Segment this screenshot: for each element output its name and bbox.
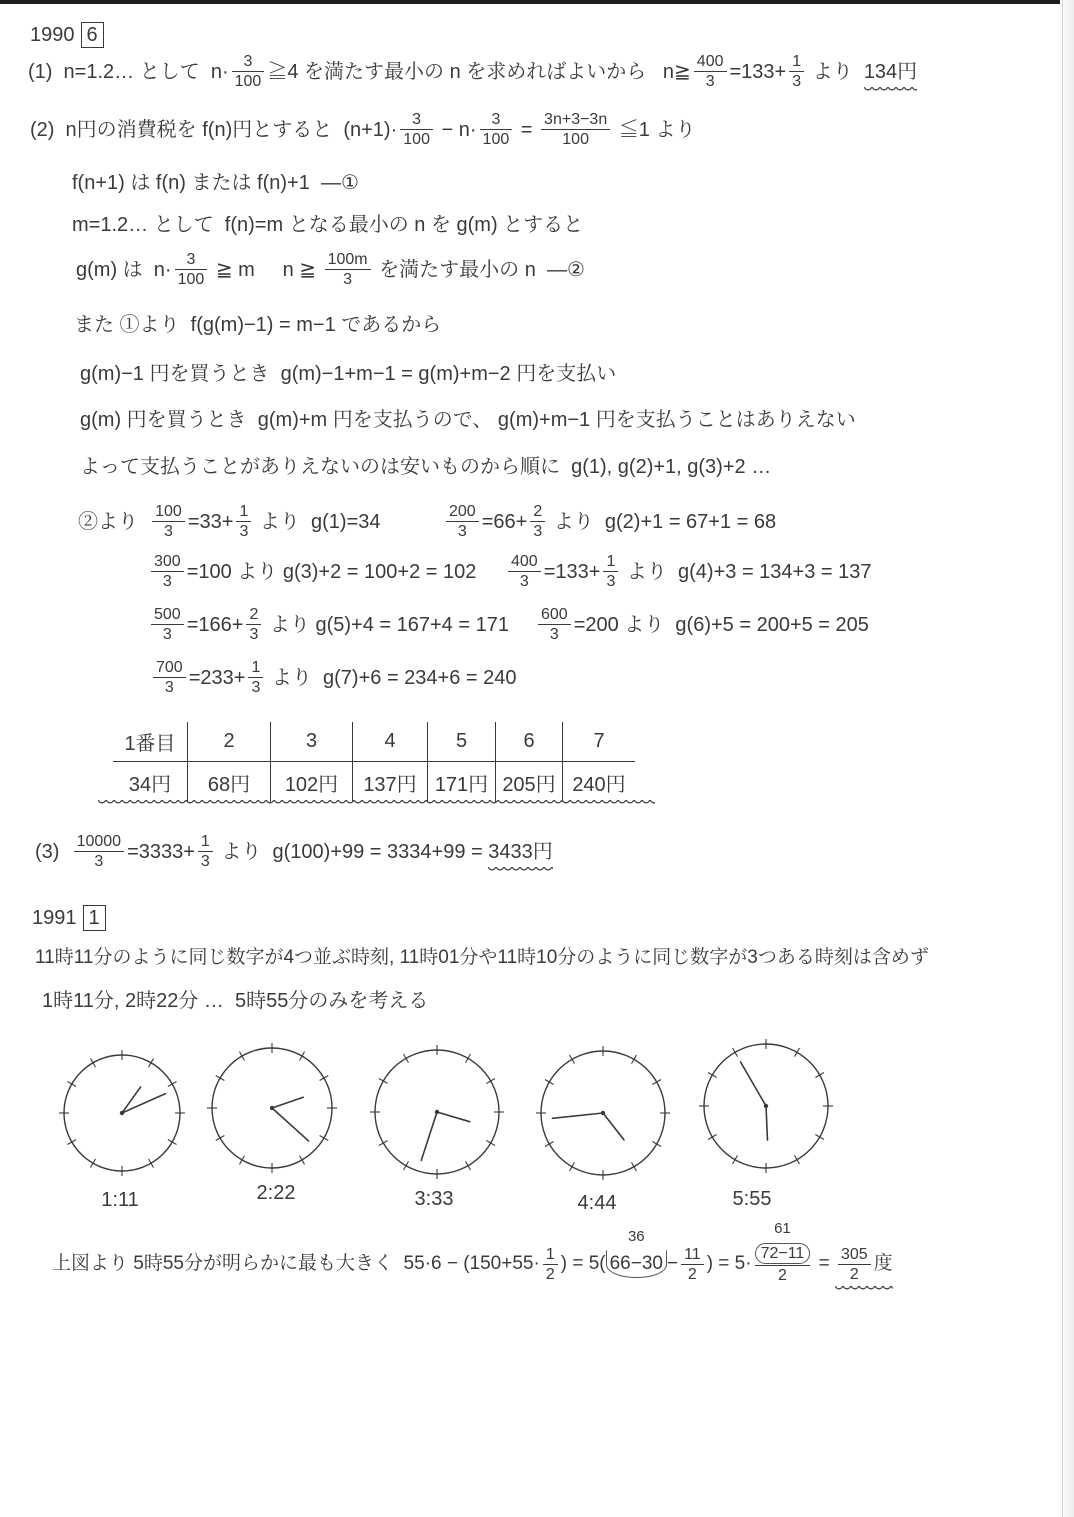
- table-value-cell: 205円: [495, 762, 562, 802]
- fraction: [755, 1220, 811, 1285]
- clock-tick: [708, 1135, 717, 1140]
- clock-tick: [466, 1161, 471, 1170]
- condition-text: [35, 945, 929, 971]
- clock-tick: [733, 1048, 738, 1057]
- table-value-cell: 240円: [562, 762, 635, 802]
- buy-g-minus-1: [80, 361, 616, 387]
- clock-tick: [795, 1155, 800, 1164]
- clock-tick: [67, 1140, 76, 1145]
- text-run: よって支払うことがありえないのは安いものから順に g(1), g(2)+1, g(3)+2 …: [80, 456, 772, 478]
- clock-tick: [404, 1161, 409, 1170]
- text-run: 11時11分のように同じ数字が4つ並ぶ時刻, 11時01分や11時10分のように同じ数字が3つある時刻は含めず: [35, 947, 929, 968]
- clock-tick: [545, 1142, 554, 1147]
- part-2-intro: [30, 110, 695, 149]
- clock-tick: [570, 1055, 575, 1064]
- fraction: [198, 832, 213, 871]
- clock-label: 4:44: [577, 1192, 617, 1214]
- fraction-denominator: 100: [175, 269, 208, 289]
- fraction-numerator: 1: [606, 553, 616, 570]
- fraction-numerator: 3: [243, 53, 253, 70]
- text-run: ≧4 を満たす最小の n を求めればよいから n≧: [267, 60, 691, 83]
- text-run: =100 より g(3)+2 = 100+2 = 102: [186, 560, 477, 583]
- fraction: [151, 552, 184, 591]
- clock-tick: [216, 1076, 225, 1081]
- fraction: [152, 502, 185, 541]
- fraction-numerator: 1: [239, 503, 249, 520]
- expression-group: [835, 1245, 893, 1284]
- fraction-numerator: 1: [545, 1245, 555, 1263]
- fraction: [248, 658, 263, 697]
- clock-tick: [733, 1155, 738, 1164]
- from-statement-1: [74, 312, 441, 338]
- clock-center: [435, 1110, 439, 1114]
- text-run: 134円: [863, 60, 918, 83]
- text-run: g(m) 円を買うとき g(m)+m 円を支払うので、 g(m)+m−1 円を支払うことはありえない: [80, 409, 856, 431]
- clock-tick: [320, 1076, 329, 1081]
- buy-g: [80, 407, 856, 433]
- price-table: [113, 722, 635, 802]
- fraction-numerator: 1: [251, 659, 261, 676]
- fraction-denominator: 3: [248, 677, 263, 697]
- text-run: より g(1)=34: [254, 510, 381, 533]
- clock-label: 1:11: [101, 1189, 139, 1211]
- clock-hour-hand: [603, 1113, 624, 1140]
- text-run: (3): [35, 840, 71, 863]
- fraction: [232, 52, 265, 91]
- fraction: [543, 1245, 558, 1284]
- text-run: より: [807, 60, 864, 83]
- margin-note: 36: [627, 1228, 645, 1245]
- text-run: ②より: [78, 510, 150, 533]
- scan-top-edge: [0, 0, 1074, 4]
- fraction-numerator: 3: [491, 111, 501, 128]
- fraction: [325, 250, 371, 289]
- clock-diagrams: [0, 1030, 1074, 1190]
- calc-g1: [78, 502, 381, 541]
- fraction-numerator: 2: [533, 503, 543, 520]
- fraction-denominator: 3: [246, 624, 261, 644]
- text-run: を満たす最小の n —②: [373, 258, 585, 281]
- fraction-numerator: 1: [792, 53, 802, 70]
- text-run: f(n+1) は f(n) または f(n)+1 —①: [72, 172, 359, 194]
- fraction: [694, 52, 727, 91]
- statement-2: [76, 250, 585, 289]
- clock-hour-hand: [272, 1097, 303, 1108]
- text-run: ) = 5(: [560, 1253, 606, 1274]
- fraction-denominator: 3: [694, 71, 727, 91]
- text-run: =166+: [186, 613, 244, 636]
- clock-label: 2:22: [256, 1182, 296, 1204]
- clock-tick: [486, 1141, 495, 1146]
- scan-right-edge: [1062, 0, 1063, 1517]
- calc-g5: [148, 605, 509, 644]
- text-run: 3433円: [488, 840, 553, 863]
- fraction: [508, 552, 541, 591]
- table-value-cell: 171円: [427, 762, 495, 802]
- clock-hour-hand: [437, 1112, 470, 1122]
- text-run: −: [666, 1253, 679, 1274]
- fraction-denominator: 3: [151, 571, 184, 591]
- fraction-denominator: 2: [838, 1264, 871, 1284]
- fraction: [74, 832, 125, 871]
- clock: [207, 1043, 337, 1173]
- clock-tick: [632, 1055, 637, 1064]
- fraction: [603, 552, 618, 591]
- fraction: [446, 502, 479, 541]
- calc-g4: [505, 552, 872, 591]
- clock-tick: [379, 1141, 388, 1146]
- table-value-cell: 102円: [270, 762, 352, 802]
- text-run: より g(100)+99 = 3334+99 =: [215, 840, 489, 863]
- clock-tick: [67, 1082, 76, 1087]
- fraction: [175, 250, 208, 289]
- part-1-solution: [28, 52, 917, 91]
- fraction-numerator: 400: [511, 553, 538, 570]
- clock-tick: [168, 1140, 177, 1145]
- fraction-numerator: 3: [412, 111, 422, 128]
- text-run: =3333+: [127, 840, 195, 863]
- fraction-numerator: 500: [154, 606, 181, 623]
- text-run: (1) n=1.2… として n·: [28, 60, 229, 83]
- fraction: [681, 1245, 704, 1284]
- heading-1991-problem-1: [32, 905, 106, 931]
- fraction-denominator: 3: [198, 851, 213, 871]
- fraction-numerator: 100m: [327, 251, 368, 268]
- clock: [370, 1045, 504, 1179]
- clock: [699, 1039, 833, 1173]
- text-run: m=1.2… として f(n)=m となる最小の n を g(m) とすると: [72, 214, 584, 236]
- fraction-numerator: 3n+3−3n: [544, 111, 608, 128]
- clock-tick: [486, 1079, 495, 1084]
- fraction-numerator: 305: [840, 1245, 868, 1263]
- fraction: [400, 110, 433, 149]
- fraction-denominator: 3: [446, 521, 479, 541]
- fraction-denominator: 3: [151, 624, 184, 644]
- problem-number-box: 1: [83, 905, 106, 931]
- fraction-numerator: 2: [249, 606, 259, 623]
- fraction-denominator: 3: [236, 521, 251, 541]
- clock-tick: [168, 1082, 177, 1087]
- calc-g2: [443, 502, 776, 541]
- text-run: =: [813, 1253, 835, 1274]
- calc-g7: [150, 658, 517, 697]
- text-run: また ①より f(g(m)−1) = m−1 であるから: [74, 314, 442, 336]
- table-wavy-underline: [98, 800, 655, 805]
- fraction-denominator: 2: [755, 1265, 811, 1285]
- fraction: [838, 1245, 871, 1284]
- clock-label: 3:33: [414, 1188, 454, 1210]
- clock-minute-hand: [552, 1113, 603, 1118]
- clock-center: [120, 1111, 124, 1115]
- clock-tick: [379, 1079, 388, 1084]
- clock-minute-hand: [421, 1112, 437, 1160]
- table-header-cell: 1番目: [113, 722, 187, 762]
- text-run: − n·: [435, 118, 477, 141]
- clock-center: [270, 1106, 274, 1110]
- fraction-numerator: 600: [541, 606, 568, 623]
- clock-minute-hand: [741, 1062, 766, 1106]
- clock-tick: [708, 1073, 717, 1078]
- text-run: より g(4)+3 = 134+3 = 137: [621, 560, 872, 583]
- text-run: =: [515, 118, 539, 141]
- text-run: =200 より g(6)+5 = 200+5 = 205: [573, 613, 869, 636]
- fraction: [480, 110, 513, 149]
- clock-tick: [466, 1054, 471, 1063]
- fraction-numerator: 72−11: [755, 1243, 811, 1264]
- clock-tick: [240, 1156, 245, 1165]
- problem-number-box: 6: [81, 22, 104, 48]
- fraction-denominator: 2: [543, 1264, 558, 1284]
- fraction-numerator: 1: [200, 833, 210, 850]
- fraction-denominator: 100: [400, 129, 433, 149]
- fraction-numerator: 300: [154, 553, 181, 570]
- fraction-denominator: 100: [480, 129, 513, 149]
- text-run: より g(7)+6 = 234+6 = 240: [266, 666, 517, 689]
- fraction-numerator: 200: [449, 503, 476, 520]
- fraction: [151, 605, 184, 644]
- fraction: [789, 52, 804, 91]
- text-run: 上図より 5時55分が明らかに最も大きく 55·6 − (150+55·: [52, 1253, 540, 1274]
- clock: [536, 1046, 670, 1180]
- text-run: 1991: [32, 907, 77, 929]
- text-run: ≧ m n ≧: [210, 258, 322, 281]
- fraction: [530, 502, 545, 541]
- text-run: 度: [873, 1253, 893, 1274]
- fraction-denominator: 3: [152, 521, 185, 541]
- text-run: ≦1 より: [613, 118, 696, 141]
- clock: [59, 1050, 185, 1176]
- clock-tick: [404, 1054, 409, 1063]
- expression-text: 66−30: [609, 1253, 663, 1274]
- fraction: [538, 605, 571, 644]
- table-header-cell: 3: [270, 722, 352, 762]
- text-run: =133+: [543, 560, 601, 583]
- heading-1990-problem-6: [30, 22, 104, 48]
- clock-tick: [240, 1052, 245, 1061]
- fraction: [541, 110, 610, 149]
- fraction: [153, 658, 186, 697]
- table-value-cell: 68円: [187, 762, 270, 802]
- clock-minute-hand: [272, 1108, 309, 1141]
- fraction-numerator: 11: [684, 1245, 701, 1263]
- clock-tick: [545, 1080, 554, 1085]
- fraction: [236, 502, 251, 541]
- statement-1: [72, 170, 359, 196]
- clock-tick: [91, 1159, 96, 1168]
- text-run: =233+: [188, 666, 246, 689]
- text-run: 1990: [30, 24, 75, 46]
- margin-note: 61: [774, 1220, 791, 1237]
- clock-tick: [652, 1080, 661, 1085]
- clock-tick: [300, 1052, 305, 1061]
- clock-tick: [570, 1162, 575, 1171]
- clock-tick: [300, 1156, 305, 1165]
- text-run: より g(2)+1 = 67+1 = 68: [548, 510, 777, 533]
- fraction-denominator: 3: [530, 521, 545, 541]
- table-header-cell: 7: [562, 722, 635, 762]
- fraction-denominator: 100: [541, 129, 610, 149]
- text-run: より g(5)+4 = 167+4 = 171: [264, 613, 509, 636]
- text-run: g(m) は n·: [76, 258, 172, 281]
- calc-g3: [148, 552, 476, 591]
- times-considered: [42, 988, 428, 1014]
- clock-tick: [815, 1135, 824, 1140]
- fraction-numerator: 100: [155, 503, 182, 520]
- clock-label: 5:55: [732, 1188, 772, 1210]
- fraction-denominator: 3: [538, 624, 571, 644]
- clock-tick: [320, 1136, 329, 1141]
- fraction-denominator: 3: [153, 677, 186, 697]
- table-header-cell: 2: [187, 722, 270, 762]
- table-header-cell: 6: [495, 722, 562, 762]
- clock-tick: [216, 1136, 225, 1141]
- define-g: [72, 212, 583, 238]
- text-run: =133+: [729, 60, 787, 83]
- table-header-cell: 5: [427, 722, 495, 762]
- table-header-cell: 4: [352, 722, 427, 762]
- table-value-cell: 34円: [128, 773, 172, 796]
- clock-tick: [815, 1073, 824, 1078]
- fraction-denominator: 3: [789, 71, 804, 91]
- clock-hour-hand: [766, 1106, 767, 1140]
- part-3-solution: [35, 832, 553, 871]
- fraction: [246, 605, 261, 644]
- fraction-denominator: 2: [681, 1264, 704, 1284]
- fraction-numerator: 400: [696, 53, 724, 70]
- calc-g6: [535, 605, 869, 644]
- conclusion: [80, 454, 771, 480]
- text-run: (2) n円の消費税を f(n)円とすると (n+1)·: [30, 118, 398, 141]
- clock-center: [764, 1104, 768, 1108]
- fraction-numerator: 3: [186, 251, 196, 268]
- text-run: ) = 5·: [706, 1253, 752, 1274]
- clock-tick: [149, 1159, 154, 1168]
- text-run: =33+: [187, 510, 234, 533]
- circled-expression: [606, 1228, 667, 1278]
- clock-tick: [795, 1048, 800, 1057]
- clock-tick: [632, 1162, 637, 1171]
- fraction-numerator: 10000: [76, 833, 122, 850]
- fraction-numerator: 700: [156, 659, 183, 676]
- clock-tick: [91, 1058, 96, 1067]
- text-run: g(m)−1 円を買うとき g(m)−1+m−1 = g(m)+m−2 円を支払い: [80, 363, 617, 385]
- final-angle-calculation: [52, 1220, 893, 1285]
- fraction-denominator: 3: [325, 269, 371, 289]
- clock-center: [601, 1111, 605, 1115]
- fraction-denominator: 3: [603, 571, 618, 591]
- text-run: 1時11分, 2時22分 … 5時55分のみを考える: [42, 990, 429, 1012]
- text-run: =66+: [481, 510, 528, 533]
- fraction-denominator: 100: [232, 71, 265, 91]
- clock-tick: [149, 1058, 154, 1067]
- table-value-cell: 137円: [352, 762, 427, 802]
- clock-tick: [652, 1142, 661, 1147]
- fraction-denominator: 3: [74, 851, 125, 871]
- fraction-denominator: 3: [508, 571, 541, 591]
